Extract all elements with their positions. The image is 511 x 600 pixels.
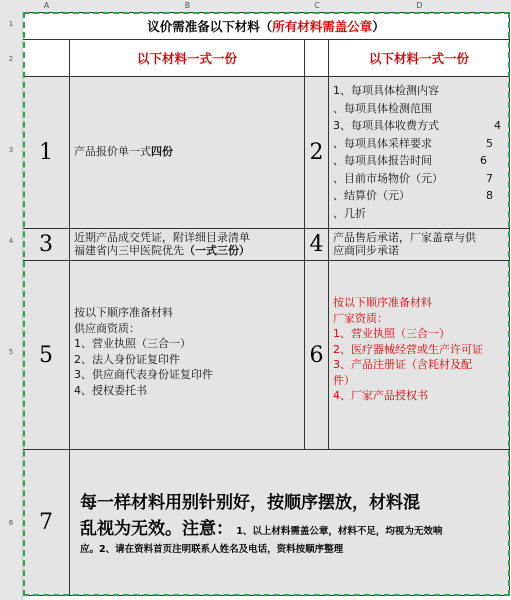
row-header-bar (0, 12, 23, 600)
item-number-4[interactable]: 4 (305, 229, 329, 261)
testing-line: 3、每项具体收费方式 4 (333, 119, 501, 132)
title-red-text: 所有材料需盖公章 (272, 19, 373, 34)
manufacturer-line: 按以下顺序准备材料 (333, 296, 432, 309)
testing-line: 、每项具体检测范围 (333, 101, 432, 115)
row-header-3[interactable]: 3 (8, 146, 14, 154)
transaction-proof-line: 福建省内三甲医院优先（一式三份） (74, 244, 250, 257)
quote-sheet-text: 产品报价单一式 (74, 145, 151, 159)
after-sales-cell[interactable] (329, 229, 510, 261)
quote-sheet-bold: 四份 (151, 145, 173, 159)
notice-line-3: 应。2、请在资料首页注明联系人姓名及电话，资料按顺序整理 (80, 544, 344, 555)
header-empty-c[interactable] (305, 40, 329, 77)
item-number-6[interactable]: 6 (305, 261, 329, 450)
item-number-5[interactable]: 5 (23, 261, 70, 450)
row-header-2[interactable]: 2 (8, 55, 14, 63)
header-empty-a[interactable] (23, 40, 70, 77)
column-header-a[interactable]: A (43, 1, 50, 10)
after-sales-line: 应商同步承诺 (333, 244, 399, 257)
row-header-1[interactable]: 1 (8, 20, 14, 28)
notice-cell[interactable] (70, 450, 510, 596)
transaction-proof-line: 近期产品成交凭证，附详细目录清单 (74, 231, 250, 244)
supplier-line: 3、供应商代表身份证复印件 (74, 368, 213, 381)
item-number-7[interactable]: 7 (23, 450, 70, 596)
column-header-d[interactable]: D (416, 1, 423, 10)
row-header-6[interactable]: 6 (8, 519, 14, 527)
manufacturer-line: 4、厂家产品授权书 (333, 389, 428, 402)
supplier-line: 1、营业执照（三合一） (74, 337, 191, 350)
title-suffix: ） (372, 19, 385, 34)
manufacturer-line: 件） (333, 373, 355, 387)
supplier-line: 供应商资质： (74, 321, 140, 335)
item-number-1[interactable]: 1 (23, 77, 70, 229)
after-sales-line: 产品售后承诺，厂家盖章与供 (333, 231, 476, 244)
manufacturer-line: 1、营业执照（三合一） (333, 327, 450, 340)
column-header-b[interactable]: B (184, 1, 191, 10)
supplier-line: 2、法人身份证复印件 (74, 352, 180, 366)
notice-line-2: 乱视为无效。注意： 1、以上材料需盖公章，材料不足，均视为无效响 (80, 519, 443, 539)
title-prefix: 议价需准备以下材料（ (147, 19, 273, 34)
manufacturer-line: 3、产品注册证（含耗材及配 (333, 358, 472, 371)
transaction-proof-cell[interactable] (70, 229, 305, 261)
supplier-line: 4、授权委托书 (74, 383, 147, 397)
title-cell[interactable] (23, 12, 510, 40)
manufacturer-line: 厂家资质： (333, 311, 388, 325)
supplier-qualification-cell[interactable] (70, 261, 305, 450)
manufacturer-qualification-cell[interactable] (329, 261, 510, 450)
header-left[interactable]: 以下材料一式一份 (70, 40, 305, 77)
quote-sheet-cell[interactable] (70, 77, 305, 229)
testing-line: 1、每项具体检测内容 (333, 84, 439, 97)
testing-line: 、每项具体采样要求 5 (333, 136, 493, 150)
row-header-4[interactable]: 4 (8, 237, 14, 245)
testing-details-cell[interactable] (329, 77, 510, 229)
item-number-3[interactable]: 3 (23, 229, 70, 261)
column-header-c[interactable]: C (314, 1, 320, 10)
row-header-5[interactable]: 5 (8, 348, 14, 356)
sheet-grid (23, 12, 510, 596)
manufacturer-line: 2、医疗器械经营或生产许可证 (333, 342, 483, 356)
testing-line: 、结算价（元） 8 (333, 189, 493, 202)
header-right[interactable]: 以下材料一式一份 (329, 40, 510, 77)
supplier-line: 按以下顺序准备材料 (74, 306, 173, 319)
item-number-2[interactable]: 2 (305, 77, 329, 229)
testing-line: 、目前市场物价（元） 7 (333, 171, 493, 185)
notice-line-1: 每一样材料用别针别好，按顺序摆放，材料混 (80, 493, 420, 513)
testing-line: 、每项具体报告时间 6 (333, 154, 487, 167)
testing-line: 、几折 (333, 206, 366, 220)
